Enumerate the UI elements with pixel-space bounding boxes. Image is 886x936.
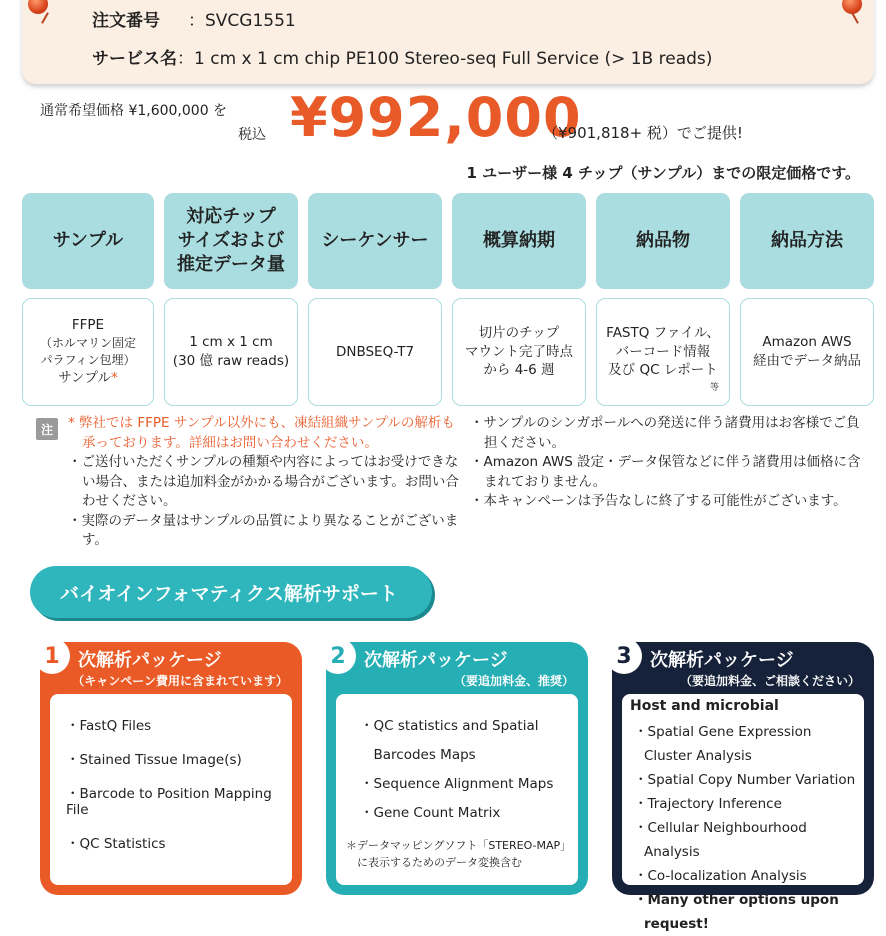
method-line1: Amazon AWS	[762, 334, 852, 351]
list-item: Barcodes Maps	[360, 747, 476, 763]
cell-chip-size	[164, 298, 298, 406]
method-line2: 経由でデータ納品	[753, 353, 861, 369]
package-number: 3	[606, 638, 642, 674]
order-number-value: ：SVCG1551	[188, 11, 296, 31]
cell-delivery-method	[740, 298, 874, 406]
list-item: ・Spatial Copy Number Variation	[634, 772, 856, 788]
tax-included-label: 税込	[238, 127, 266, 143]
package-number: 2	[320, 638, 356, 674]
header-turnaround	[452, 193, 586, 289]
note-item: ・本キャンペーンは予告なしに終了する可能性がございます。	[470, 493, 847, 510]
package-title: 次解析パッケージ	[364, 650, 508, 671]
header-delivery-method-text: 納品方法	[771, 229, 843, 251]
chip-line1: 1 cm x 1 cm	[189, 334, 273, 351]
package-footnote	[346, 838, 571, 871]
package-body	[622, 694, 864, 932]
list-item: ・QC statistics and Spatial	[360, 718, 539, 734]
order-number-label: 注文番号	[92, 11, 160, 31]
sample-asterisk: *	[111, 369, 118, 386]
service-name-label: サービス名	[92, 49, 177, 69]
package-subtitle: （要追加料金、ご相談ください）	[679, 674, 860, 688]
list-item: ・Trajectory Inference	[634, 796, 782, 812]
package-title: 次解析パッケージ	[650, 650, 794, 671]
cell-sample	[22, 298, 154, 406]
header-chip-size	[164, 193, 298, 289]
note-item: ・サンプルのシンガポールへの発送に伴う諸費用はお客様でご負担ください。	[470, 415, 860, 451]
campaign-price: ¥992,000	[290, 86, 582, 149]
note-item: ・Amazon AWS 設定・データ保管などに伴う諸費用は価格に含まれておりません。	[470, 454, 861, 490]
notes-left	[68, 414, 468, 551]
deliverables-line2: バーコード情報	[615, 343, 711, 360]
package-1	[40, 642, 302, 895]
sample-line2: （ホルマリン固定	[39, 336, 136, 351]
sample-line3: パラフィン包埋）	[40, 353, 136, 367]
header-turnaround-text: 概算納期	[483, 229, 555, 251]
deliverables-line1: FASTQ ファイル、	[606, 324, 720, 341]
sample-line1: FFPE	[71, 317, 105, 334]
note-item: * 弊社では FFPE サンプル以外にも、凍結組織サンプルの解析も承っております。詳細はお問い合わせください。	[68, 415, 455, 451]
note-item: ・実際のデータ量はサンプルの品質により異なることがございます。	[68, 512, 459, 549]
sequencer-value: DNBSEQ-T7	[335, 343, 415, 360]
package-number: 1	[34, 638, 70, 674]
chip-line2: (30 億 raw reads)	[172, 353, 290, 369]
turnaround-line3: から 4-6 週	[483, 362, 555, 379]
section-title-bioinformatics: バイオインフォマティクス解析サポート	[30, 566, 432, 618]
list-item: ・QC Statistics	[66, 836, 166, 852]
footnote-line2: に表示するためのデータ変換含む	[346, 855, 522, 869]
header-sequencer	[308, 193, 442, 289]
header-deliverables-text: 納品物	[636, 229, 690, 251]
list-price-note: 通常希望価格 ¥1,600,000 を	[40, 103, 228, 119]
package-body	[336, 694, 578, 885]
list-item: ・Sequence Alignment Maps	[360, 776, 554, 792]
package-heading: Host and microbial	[630, 698, 779, 714]
price-tax-breakdown: （¥901,818+ 税）でご提供!	[543, 124, 743, 142]
package-3	[612, 642, 874, 932]
package-body	[50, 694, 292, 885]
list-item: ・Many other options upon request!	[634, 892, 839, 932]
package-title: 次解析パッケージ	[78, 650, 222, 671]
list-item: ・Spatial Gene Expression Cluster Analysis	[634, 724, 812, 764]
package-item-list	[66, 714, 292, 866]
header-sample	[22, 193, 154, 289]
sample-line4: サンプル	[58, 369, 112, 386]
note-badge: 注	[36, 418, 58, 440]
note-item: ・ご送付いただくサンプルの種類や内容によってはお受けできない場合、または追加料金がかかる場合がございます。お問い合わせください。	[68, 454, 459, 510]
list-item: ・FastQ Files	[66, 718, 152, 734]
list-item: ・Barcode to Position Mapping File	[66, 786, 272, 818]
turnaround-line2: マウント完了時点	[465, 343, 573, 360]
footnote-line1: ＊データマッピングソフト「STEREO-MAP」	[346, 839, 572, 852]
service-name-value: ：1 cm x 1 cm chip PE100 Stereo-seq Full Service (> 1B reads)	[177, 49, 713, 69]
list-item: ・Co-localization Analysis	[634, 868, 807, 884]
list-item: ・Gene Count Matrix	[360, 805, 501, 821]
service-name-row	[92, 44, 712, 69]
header-sample-text: サンプル	[52, 229, 124, 251]
deliverables-line3: 及び QC レポート	[608, 362, 718, 379]
header-chip-size-text: 対応チップ サイズおよび 推定データ量	[177, 205, 285, 276]
notes-right	[470, 414, 870, 512]
cell-turnaround	[452, 298, 586, 406]
package-2	[326, 642, 588, 895]
order-number-row	[92, 6, 296, 31]
package-subtitle: （キャンペーン費用に含まれています）	[72, 674, 288, 688]
cell-deliverables	[596, 298, 730, 406]
header-delivery-method	[740, 193, 874, 289]
list-item: ・Stained Tissue Image(s)	[66, 752, 242, 768]
turnaround-line1: 切片のチップ	[478, 324, 560, 341]
package-item-list	[360, 712, 553, 828]
list-item: ・Cellular Neighbourhood Analysis	[634, 820, 807, 860]
deliverables-etc: 等	[709, 383, 719, 394]
limit-note: 1 ユーザー様 4 チップ（サンプル）までの限定価格です。	[466, 164, 860, 182]
header-deliverables	[596, 193, 730, 289]
package-subtitle: （要追加料金、推奨）	[453, 674, 574, 688]
cell-sequencer	[308, 298, 442, 406]
package-item-list	[630, 720, 860, 936]
header-sequencer-text: シーケンサー	[321, 229, 429, 251]
